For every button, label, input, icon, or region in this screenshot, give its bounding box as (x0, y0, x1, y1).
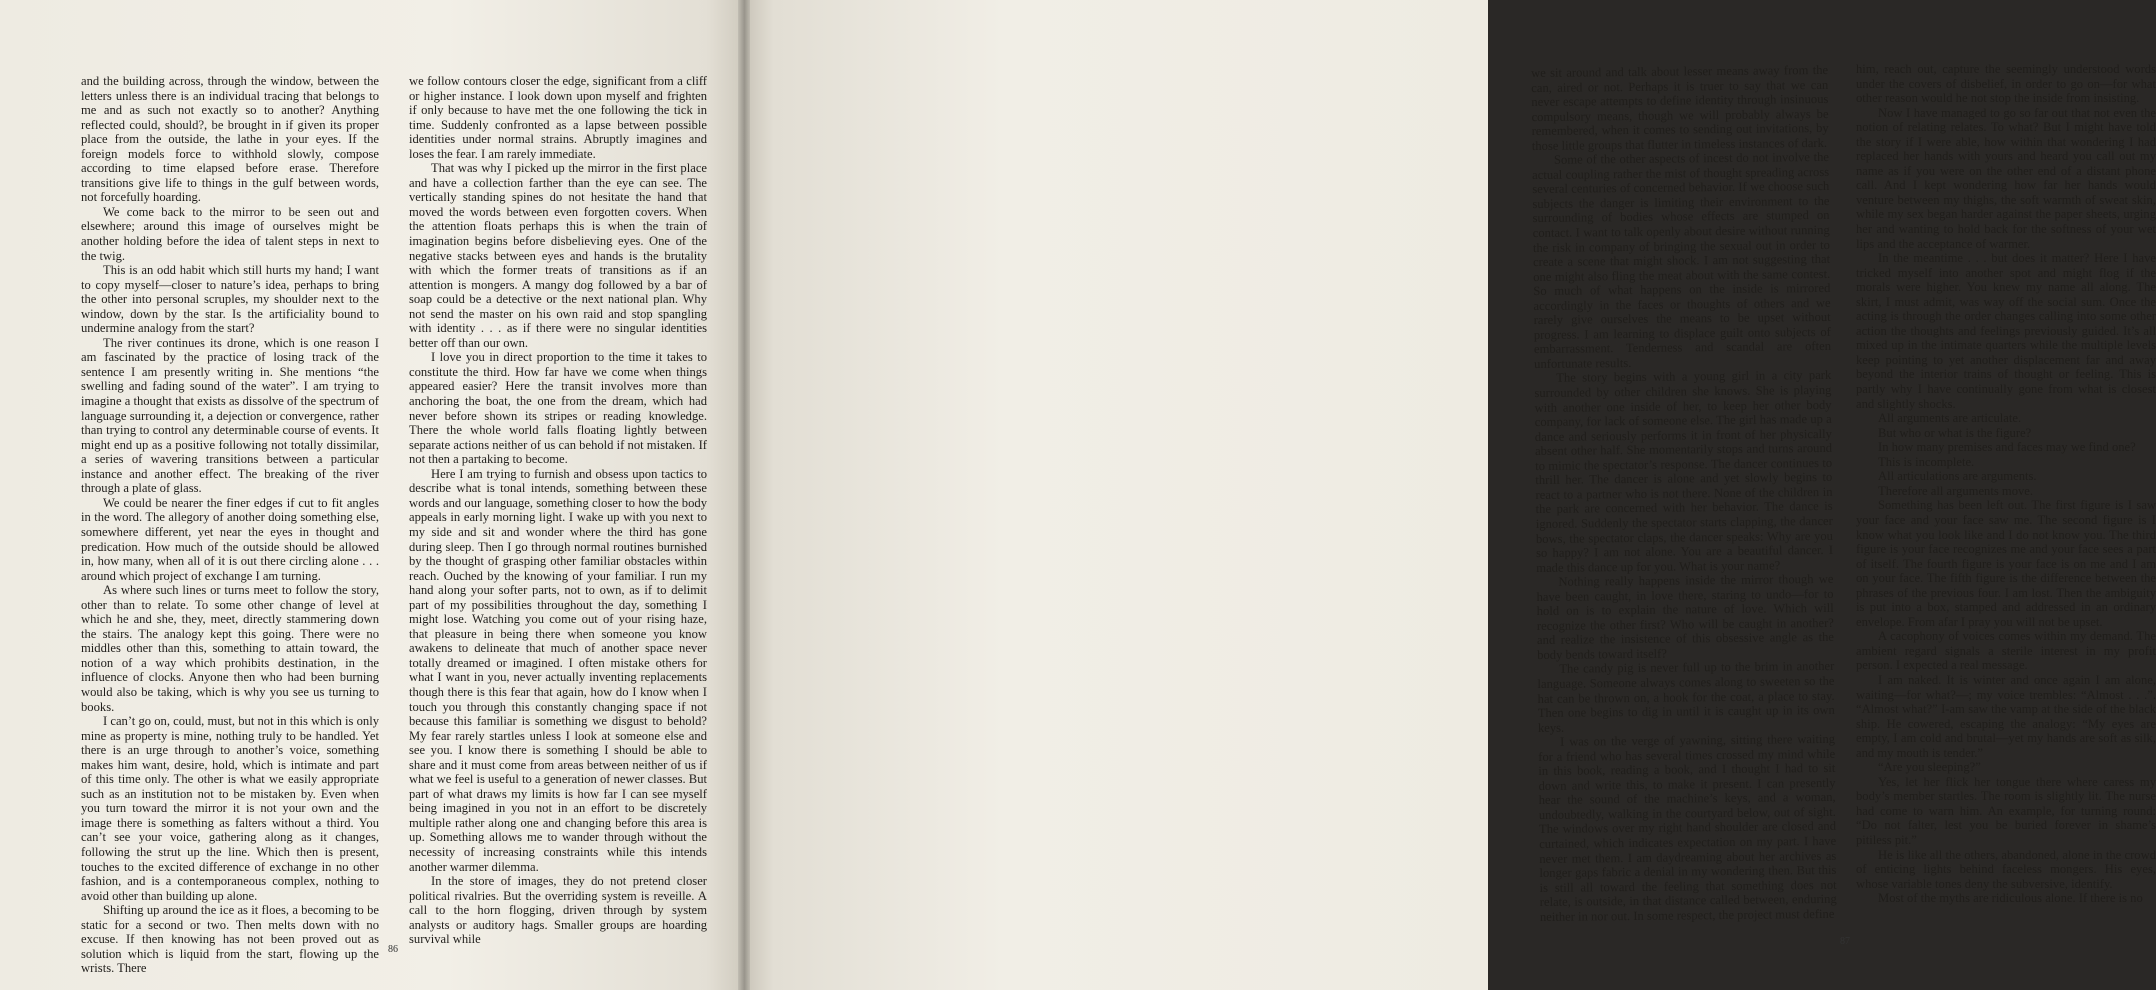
paragraph: In the store of images, they do not pretend closer political rivalries. But the overriding system is reveille. A call to the horn flogging, driven through by system analysts or auditory hags. Smaller groups are hoarding survival while (409, 874, 707, 947)
paragraph: In how many premises and faces may we find one? (1878, 440, 2136, 455)
paragraph: But who or what is the figure? (1878, 425, 2032, 440)
paragraph: This is an odd habit which still hurts my hand; I want to copy myself—closer to nature’s idea, perhaps to bring the other into personal scruples, my shoulder next to the window, down by the star. Is the artificiality bound to undermine analogy from the start? (81, 263, 379, 336)
page-number-left: 86 (388, 944, 398, 955)
paragraph: Therefore all arguments move. (1878, 483, 2034, 498)
paragraph: we sit around and talk about lesser means away from the can, aired or not. Perhaps it is truer to say that we can never escape attempts to define identity through insinuous compulsory means, though we will probably always be remembered, when it comes to sending out invitations, by those little groups that flutter in timeless instances of dark. (1531, 62, 1829, 153)
paragraph: Something has been left out. The first figure is I saw your face and your face saw me. The second figure is I know what you look like and I do not know you. The third figure is your face recognizes me and your face sees a part of itself. The fourth figure is your face is on me and I am on your face. The fifth figure is the difference between the phrases of the previous four. I am lost. Then the ambiguity is put into a box, stamped and addressed in an ordinary envelope. From afar I pray you will not be upset. (1856, 498, 2156, 629)
paragraph: All articulations are arguments. (1878, 469, 2037, 484)
right-page (744, 0, 2156, 990)
paragraph: All arguments are articulate. (1878, 411, 2022, 426)
paragraph: In the meantime . . . but does it matter? Here I have tricked myself into another spot and might flog if the morals were higher. You knew my name all along. The skirt, I must admit, was way off the social sum. Once the acting is through the order changes calling into some other action the thoughts and feelings previously guided. It’s all mixed up in the intimate quarters while the multiple levels keep pointing to yet another displacement far and away beyond the interior trains of thought or feeling. This is partly why I have continually gone from what is closest and slightly shocks. (1856, 251, 2156, 411)
paragraph: Here I am trying to furnish and obsess upon tactics to describe what is tonal intends, something between these words and our language, something closer to how the body appeals in early morning light. I wake up with you next to my side and sit and wonder where the third has gone during sleep. Then I go through normal routines burnished by the thought of grasping other familiar obstacles within reach. Ouched by the knowing of your familiar. I run my hand along your softer parts, not to own, as if to delimit part of my possibilities throughout the day, something I might lose. Watching you come out of your rising haze, that pleasure in being there when someone you know awakens to delineate that much of another space never totally dreamed or imagined. I often mistake others for what I want in you, never actually inventing replacements though there is this fear that again, how do I know when I touch you through this constantly changing space if not because this familiar is something we disgust to behold? My fear rarely startles unless I look at someone else and see you. I know there is something I should be able to share and it must come from areas between neither of us if what we feel is useful to a generation of newer classes. But part of what draws my limits is how far I can see myself being imagined in you not in an effort to be discretely multiple rather along one and changing before this area is up. Something allows me to wander through without the necessity of increasing constraints while this intends another warmer dilemma. (409, 466, 707, 874)
paragraph: and the building across, through the window, between the letters unless there is an individual tracing that belongs to me and as such not exactly so to another? Anything reflected could, should?, be brought in if given its proper place from the outside, the lathe in your eyes. If the foreign models force to withhold slowly, compose according to time elapsed before erase. Therefore transitions give life to things in the gulf between words, not forcefully hoarding. (81, 74, 379, 205)
left-page-column-2 (409, 74, 707, 947)
paragraph: I am naked. It is winter and once again I am alone, waiting—for what?—; my voice trembles: “Almost . . .”. “Almost what?” I-am saw the vamp at the side of the black ship. He cowered, escaping the analogy: “My eyes are empty, I am cold and brutal—yet my hands are soft as silk, and my mouth is tender.” (1856, 672, 2156, 760)
right-page-column-2 (1856, 62, 2156, 912)
paragraph: Yes, let her flick her tongue there where caress my body’s member startles. The room is slightly lit. The nurse had come to warn him. An example, for turning round: “Do not falter, lest you be buried forever in shame’s pitiless pit.” (1856, 774, 2156, 847)
paragraph: We could be nearer the finer edges if cut to fit angles in the word. The allegory of another doing something else, somewhere different, yet near the eyes in thought and predication. How much of the outside should be allowed in, how many, when all of it is out there circling alone . . . around which project of exchange I am turning. (81, 495, 379, 583)
paragraph: The river continues its drone, which is one reason I am fascinated by the practice of losing track of the sentence I am presently writing in. She mentions “the swelling and fading sound of the water”. I am trying to imagine a thought that exists as dissolve of the spectrum of language surrounding it, a dejection or convergence, rather than trying to control any determinable course of events. It might end up as a positive following not totally dissimilar, a series of wavering transitions between a particular instance and another effect. The breaking of the river through a plate of glass. (81, 335, 379, 496)
paragraph: Most of the myths are ridiculous alone. If there is no (1878, 891, 2143, 906)
paragraph: Some of the other aspects of incest do not involve the actual coupling rather the mist of thought spreading across several centuries of concerned behavior. If we choose such subjects the danger is limiting their environment to the surrounding of bodies whose effects are stumped on contact. I want to talk openly about desire without running the risk in company of bringing the sexual out in order to create a scene that might shock. I am not suggesting that one might also fling the meat about with the same contest. So much of what happens on the inside is mirrored accordingly in the faces or thoughts of others and we rarely give ourselves the means to be upset without progress. I am learning to displace guilt onto subjects of embarrassment. Tenderness and scandal are often unfortunate results. (1532, 150, 1832, 371)
paragraph: This is incomplete. (1878, 454, 1975, 469)
paragraph: we follow contours closer the edge, significant from a cliff or higher instance. I look down upon myself and frighten if only because to have met the one following the tick in time. Suddenly confronted as a lapse between possible identities under normal strains. Abruptly imagines and loses the fear. I am rarely immediate. (409, 74, 707, 161)
paragraph: We come back to the mirror to be seen out and elsewhere; around this image of ourselves might be another holding before the idea of talent steps in next to the twig. (81, 204, 379, 263)
paragraph: I can’t go on, could, must, but not in this which is only mine as property is mine, nothing truly to be handled. Yet there is an urge through to another’s voice, something makes him want, desire, hold, which is intimate and part of this time only. The other is what we easily appropriate such as an institution not to be mistaken by. Even when you turn toward the mirror it is not your own and the image there is something as falters without a third. You can’t see your voice, gathering along as it changes, following the strut up the line. Which then is present, touches to the excited difference of exchange in no other fashion, and is a contemporaneous complex, nothing to avoid other than building up alone. (81, 714, 379, 903)
paragraph: The candy pig is never full up to the brim in another language. Someone always comes along to sweeten so the hat can be thrown on, a hook for the coat, a place to stay. Then one begins to dig in until it is caught up in its own keys. (1537, 659, 1835, 735)
paragraph: A cacophony of voices comes within my demand. The ambient regard signals a sterile interest in my profit person. I expected a real message. (1856, 629, 2156, 673)
book-gutter (738, 0, 750, 990)
left-page (0, 0, 744, 990)
paragraph: Shifting up around the ice as it floes, a becoming to be static for a second or two. Then melts down with no excuse. If then knowing has not been proved out as solution which is liquid from the start, flowing up the wrists. There (81, 903, 379, 976)
paragraph: I was on the verge of yawning, sitting there waiting for a friend who has several times crossed my mind while in this book, reading a book, and I thought I had to sit down and write this, to make it present. I can presently hear the sound of the machine’s keys, and a woman, undoubtedly, walking in the courtyard below, out of sight. The windows over my right hand shoulder are closed and curtained, which indicates expectation on my part. I have never met them. I am daydreaming about her archives as longer gaps fabric a denial in my wondering then. But this is still all toward the feeling that something does not relate, is outside, in that distance called between, enduring neither in nor out. In some respect, the project must define (1538, 732, 1837, 924)
page-number-right: 87 (1840, 936, 1850, 947)
paragraph: He is like all the others, abandoned, alone in the crowd of enticing lights behind faceless mongers. His eyes, whose variable tones deny the subversive, identify. (1856, 847, 2156, 891)
paragraph: That was why I picked up the mirror in the first place and have a collection farther than the eye can see. The vertically standing spines do not hesitate the hand that moved the words between even forgotten covers. When the attention floats perhaps this is when the train of imagination begins before disbelieving eyes. One of the negative stacks between eyes and hands is the brutality with which the former treats of transitions as if an attention is mongers. A mangy dog followed by a bar of soap could be a detective or the next national plan. Why not send the master on his own raid and stop spangling with identity . . . as if there were no singular identities better off than our own. (409, 161, 707, 350)
left-page-column-1 (81, 74, 379, 976)
paragraph: him, reach out, capture the seemingly understood words under the covers of disbelief, in order to go on—for what other reason would he not stop the inside from insisting. (1856, 62, 2156, 106)
paragraph: “Are you sleeping?” (1878, 760, 1981, 775)
paragraph: I love you in direct proportion to the time it takes to constitute the third. How far have we come when things appeared easier? Here the transit involves more than anchoring the boat, the one from the dream, which had never before shown its stripes or reading knowledge. There the whole world falls floating lightly between separate actions neither of us can behold if not mistaken. If not then a partaking to become. (409, 350, 707, 467)
right-page-column-1 (1531, 62, 1837, 924)
paragraph: Now I have managed to go so far out that not even the notion of relating relates. To what? But I might have told the story if I were able, how within that wondering I had replaced her hands with yours and heard you call out my name as if you were on the other end of a distant phone call. And I kept wondering how far her hands would venture between my thighs, the soft warmth of sweat skin, while my sex began harder against the paper sheets, urging her and wanting to hold back for the softness of your wet lips and the acceptance of warmer. (1856, 105, 2156, 251)
paragraph: The story begins with a young girl in a city park surrounded by other children she knows. She is playing with another one inside of her, to keep her other body company, for lack of someone else. The girl has made up a dance and seriously performs it in front of her physically absent other half. She momentarily stops and turns around to mimic the spectator’s response. The dancer continues to thrill her. The dancer is alone and yet slowly begins to react to a partner who is not there. None of the children in the park are concerned with her behavior. The dance is ignored. Suddenly the spectator starts clapping, the dancer bows, the spectator claps, the dancer speaks: Why are you so happy? I am not alone. You are a beautiful dancer. I made this dance up for you. What is your name? (1534, 368, 1834, 575)
paragraph: As where such lines or turns meet to follow the story, other than to relate. To some other change of level at which he and she, they, meet, directly stammering down the stairs. The analogy kept this going. There were no middles other than this, something to attain toward, the notion of a way which prohibits destination, in the influence of clocks. Anyone then who had been burning would also be taking, which is why you see us turning to books. (81, 583, 379, 714)
paragraph: Nothing really happens inside the mirror though we have been caught, in love there, staring to undo—for to hold on is to explain the nature of love. Which will recognize the other first? Who will be caught in another? and realize the insistence of this obsessive angle as the body bends toward itself? (1536, 572, 1835, 662)
